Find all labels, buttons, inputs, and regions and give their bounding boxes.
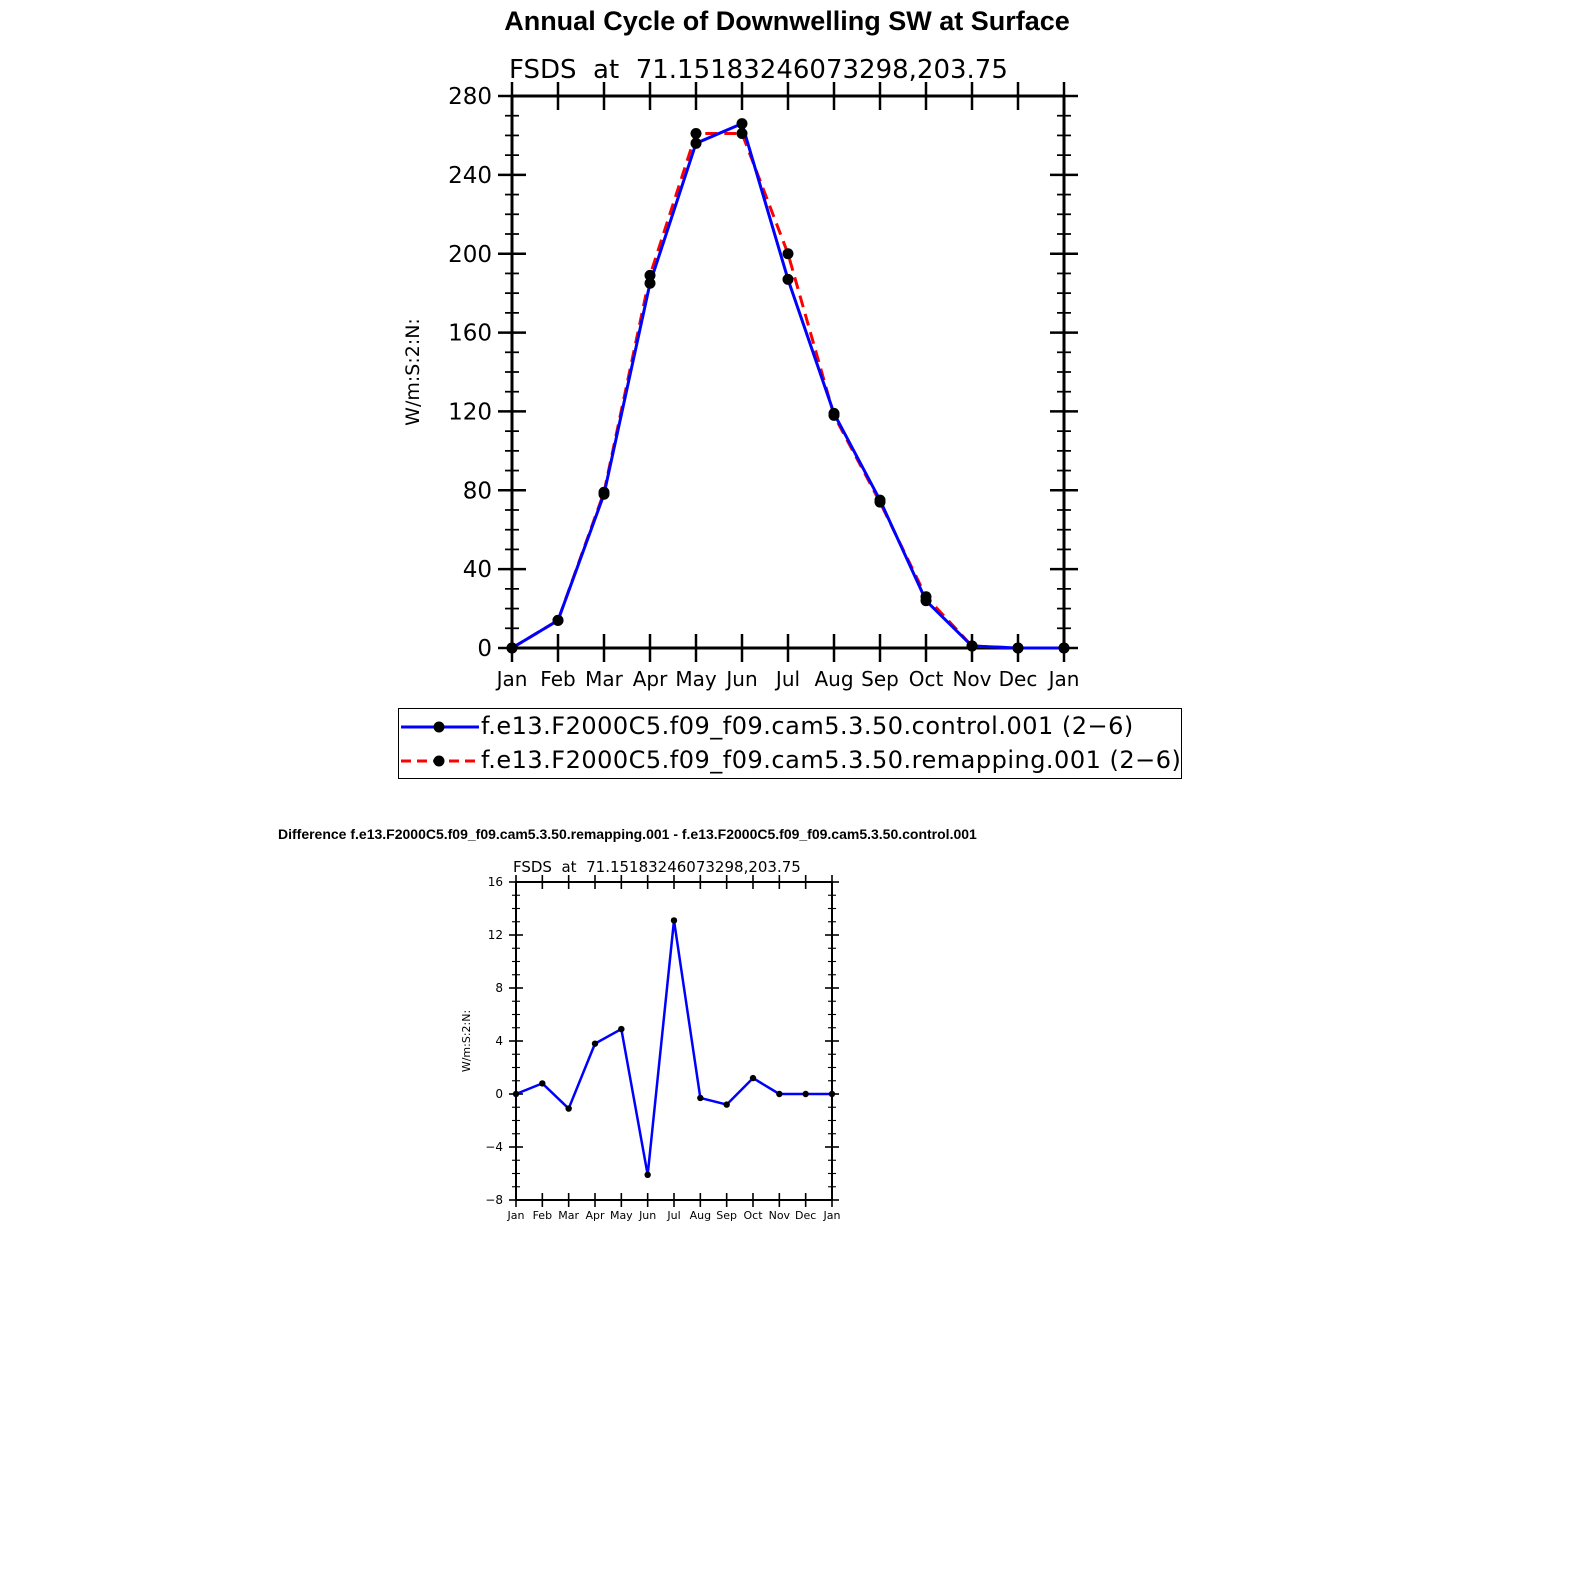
x-tick-label: Jan <box>507 1209 525 1222</box>
data-point <box>644 1172 650 1178</box>
x-tick-label: Jan <box>496 667 528 691</box>
y-axis-label: W/m:S:2:N: <box>460 1009 473 1073</box>
x-tick-label: Jun <box>639 1209 657 1222</box>
x-tick-label: Feb <box>540 667 576 691</box>
legend-label-control: f.e13.F2000C5.f09_f09.cam5.3.50.control.001 (2−6) <box>481 712 1134 740</box>
data-point <box>565 1105 571 1111</box>
x-tick-label: Nov <box>952 667 992 691</box>
x-tick-label: Apr <box>632 667 668 691</box>
difference-title: Difference f.e13.F2000C5.f09_f09.cam5.3.50.remapping.001 - f.e13.F2000C5.f09_f09.cam5.3.50.control.001 <box>278 826 977 842</box>
y-tick-label: 280 <box>448 84 492 111</box>
y-tick-label: 8 <box>495 981 503 996</box>
x-tick-label: Jul <box>667 1209 681 1222</box>
y-tick-label: −8 <box>485 1193 503 1208</box>
main-title: Annual Cycle of Downwelling SW at Surface <box>504 6 1070 36</box>
chart-subtitle: FSDS at 71.15183246073298,203.75 <box>513 858 801 876</box>
y-tick-label: 160 <box>448 320 492 347</box>
y-tick-label: 16 <box>487 875 503 890</box>
data-point <box>618 1026 624 1032</box>
x-tick-label: Dec <box>998 667 1038 691</box>
x-tick-label: Mar <box>585 667 623 691</box>
y-tick-label: −4 <box>485 1140 503 1155</box>
y-tick-label: 0 <box>477 636 492 663</box>
x-tick-label: Aug <box>814 667 854 691</box>
x-tick-label: May <box>675 667 717 691</box>
y-axis-label: W/m:S:2:N: <box>402 318 424 426</box>
x-tick-label: Oct <box>743 1209 763 1222</box>
y-tick-label: 240 <box>448 162 492 189</box>
x-tick-label: Feb <box>532 1209 553 1222</box>
data-point <box>671 917 677 923</box>
x-tick-label: Jan <box>823 1209 841 1222</box>
y-tick-label: 200 <box>448 241 492 268</box>
series-line <box>516 920 832 1174</box>
x-tick-label: Oct <box>908 667 944 691</box>
x-tick-label: Dec <box>795 1209 817 1222</box>
x-tick-label: Jan <box>1048 667 1080 691</box>
data-point <box>829 1091 835 1097</box>
y-tick-label: 12 <box>487 928 503 943</box>
y-tick-label: 120 <box>448 399 492 426</box>
x-tick-label: Jul <box>775 667 801 691</box>
y-tick-label: 4 <box>495 1034 503 1049</box>
x-tick-label: Mar <box>558 1209 580 1222</box>
x-tick-label: May <box>609 1209 633 1222</box>
data-point <box>513 1091 519 1097</box>
x-tick-label: Apr <box>585 1209 605 1222</box>
legend-label-remapping: f.e13.F2000C5.f09_f09.cam5.3.50.remapping.001 (2−6) <box>481 746 1182 774</box>
data-point <box>723 1101 729 1107</box>
y-tick-label: 40 <box>462 557 492 584</box>
data-point <box>697 1095 703 1101</box>
data-point <box>750 1075 756 1081</box>
x-tick-label: Jun <box>726 667 758 691</box>
data-point <box>592 1040 598 1046</box>
data-point <box>802 1091 808 1097</box>
x-tick-label: Sep <box>716 1209 738 1222</box>
data-point <box>539 1080 545 1086</box>
y-tick-label: 0 <box>495 1087 503 1102</box>
x-tick-label: Nov <box>768 1209 791 1222</box>
x-tick-label: Aug <box>689 1209 712 1222</box>
data-point <box>776 1091 782 1097</box>
y-tick-label: 80 <box>462 478 492 505</box>
x-tick-label: Sep <box>861 667 899 691</box>
chart-subtitle: FSDS at 71.15183246073298,203.75 <box>509 55 1008 85</box>
